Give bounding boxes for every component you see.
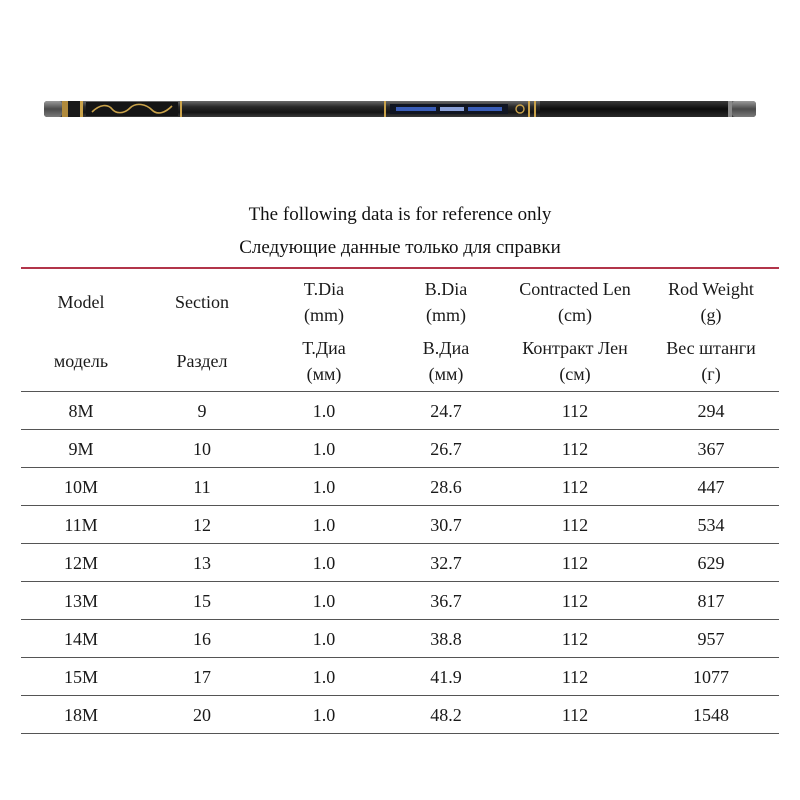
header-contracted-len-en-line1: Contracted Len — [519, 279, 631, 299]
cell-contracted-len: 112 — [507, 430, 643, 468]
header-section-ru-line1: Раздел — [176, 351, 228, 371]
header-rod-weight-en — [643, 268, 779, 333]
cell-model: 11M — [21, 506, 141, 544]
header-contracted-len-ru-line1: Контракт Лен — [522, 338, 628, 358]
header-contracted-len-ru — [507, 333, 643, 392]
cell-section: 16 — [141, 620, 263, 658]
header-tdia-ru-line1: Т.Диа — [302, 338, 346, 358]
header-section-ru — [141, 333, 263, 392]
cell-section: 13 — [141, 544, 263, 582]
table-row — [21, 468, 779, 506]
cell-bdia: 26.7 — [385, 430, 507, 468]
header-row-russian — [21, 333, 779, 392]
cell-bdia: 48.2 — [385, 696, 507, 734]
header-model-en-line1: Model — [57, 292, 105, 312]
cell-rod-weight: 629 — [643, 544, 779, 582]
cell-model: 12M — [21, 544, 141, 582]
table-row — [21, 582, 779, 620]
header-rod-weight-ru — [643, 333, 779, 392]
fishing-rod-illustration — [0, 0, 800, 140]
cell-contracted-len: 112 — [507, 658, 643, 696]
header-rod-weight-ru-line1: Вес штанги — [666, 338, 756, 358]
header-bdia-en-line1: B.Dia — [424, 279, 468, 299]
header-tdia-ru — [263, 333, 385, 392]
cell-model: 10M — [21, 468, 141, 506]
header-tdia-en-line1: T.Dia — [303, 279, 345, 299]
cell-bdia: 30.7 — [385, 506, 507, 544]
header-tdia-en — [263, 268, 385, 333]
cell-section: 10 — [141, 430, 263, 468]
header-tdia-ru-line2: (мм) — [306, 364, 342, 384]
cell-model: 18M — [21, 696, 141, 734]
header-tdia-en-line2: (mm) — [304, 305, 344, 325]
cell-tdia: 1.0 — [263, 582, 385, 620]
cell-rod-weight: 1077 — [643, 658, 779, 696]
header-contracted-len-ru-line2: (см) — [559, 364, 591, 384]
cell-bdia: 24.7 — [385, 392, 507, 430]
table-row — [21, 506, 779, 544]
table-row — [21, 620, 779, 658]
header-contracted-len-en-line2: (cm) — [558, 305, 592, 325]
header-model-ru-line1: модель — [53, 351, 109, 371]
header-rod-weight-en-line2: (g) — [700, 305, 722, 325]
cell-section: 11 — [141, 468, 263, 506]
cell-rod-weight: 447 — [643, 468, 779, 506]
cell-section: 15 — [141, 582, 263, 620]
reference-caption-russian: Следующие данные только для справки — [239, 237, 561, 258]
cell-rod-weight: 534 — [643, 506, 779, 544]
cell-contracted-len: 112 — [507, 468, 643, 506]
cell-bdia: 36.7 — [385, 582, 507, 620]
cell-model: 9M — [21, 430, 141, 468]
cell-section: 12 — [141, 506, 263, 544]
header-bdia-ru-line1: В.Диа — [422, 338, 470, 358]
table-row — [21, 544, 779, 582]
header-bdia-ru — [385, 333, 507, 392]
header-row-english — [21, 268, 779, 333]
header-rod-weight-en-line1: Rod Weight — [668, 279, 754, 299]
cell-tdia: 1.0 — [263, 696, 385, 734]
cell-contracted-len: 112 — [507, 620, 643, 658]
cell-model: 13M — [21, 582, 141, 620]
cell-section: 9 — [141, 392, 263, 430]
cell-tdia: 1.0 — [263, 430, 385, 468]
cell-model: 8M — [21, 392, 141, 430]
cell-tdia: 1.0 — [263, 468, 385, 506]
cell-rod-weight: 367 — [643, 430, 779, 468]
header-model-en — [21, 268, 141, 333]
header-section-en — [141, 268, 263, 333]
cell-model: 15M — [21, 658, 141, 696]
header-section-en-line1: Section — [175, 292, 229, 312]
spec-table — [21, 267, 779, 734]
cell-model: 14M — [21, 620, 141, 658]
cell-bdia: 38.8 — [385, 620, 507, 658]
cell-tdia: 1.0 — [263, 544, 385, 582]
product-image — [0, 0, 800, 140]
cell-contracted-len: 112 — [507, 506, 643, 544]
table-row — [21, 392, 779, 430]
table-row — [21, 696, 779, 734]
header-rod-weight-ru-line2: (г) — [701, 364, 721, 384]
cell-bdia: 32.7 — [385, 544, 507, 582]
cell-contracted-len: 112 — [507, 392, 643, 430]
cell-tdia: 1.0 — [263, 506, 385, 544]
reference-caption-english: The following data is for reference only — [248, 204, 552, 225]
cell-rod-weight: 957 — [643, 620, 779, 658]
cell-rod-weight: 294 — [643, 392, 779, 430]
cell-tdia: 1.0 — [263, 620, 385, 658]
cell-rod-weight: 817 — [643, 582, 779, 620]
table-row — [21, 430, 779, 468]
cell-tdia: 1.0 — [263, 392, 385, 430]
header-contracted-len-en — [507, 268, 643, 333]
cell-contracted-len: 112 — [507, 544, 643, 582]
cell-rod-weight: 1548 — [643, 696, 779, 734]
cell-contracted-len: 112 — [507, 582, 643, 620]
header-bdia-en-line2: (mm) — [426, 305, 466, 325]
cell-section: 20 — [141, 696, 263, 734]
cell-bdia: 28.6 — [385, 468, 507, 506]
header-bdia-ru-line2: (мм) — [428, 364, 464, 384]
cell-section: 17 — [141, 658, 263, 696]
table-row — [21, 658, 779, 696]
header-bdia-en — [385, 268, 507, 333]
header-model-ru — [21, 333, 141, 392]
cell-tdia: 1.0 — [263, 658, 385, 696]
cell-bdia: 41.9 — [385, 658, 507, 696]
cell-contracted-len: 112 — [507, 696, 643, 734]
